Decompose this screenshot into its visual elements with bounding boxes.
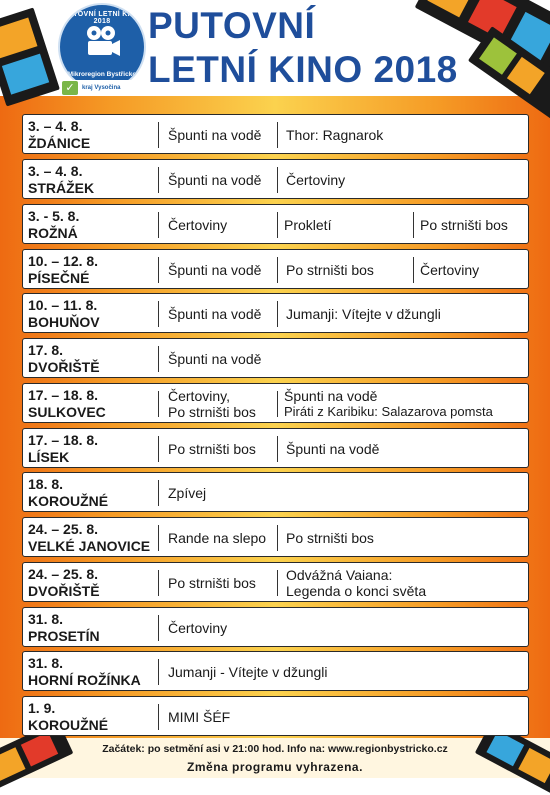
footer-note: Změna programu vyhrazena. — [187, 760, 363, 774]
logo-region: Mikroregion Bystřicko — [60, 71, 144, 81]
film-title: Piráti z Karibiku: Salazarova pomsta — [284, 404, 493, 419]
film-title: Zpívej — [168, 485, 207, 501]
screening-place: PÍSEČNÉ — [28, 270, 90, 286]
film-title: Špunti na vodě — [168, 262, 262, 278]
film-title: Po strništi bos — [286, 530, 374, 546]
film-title: Prokletí — [284, 217, 332, 233]
film-title: Špunti na vodě — [168, 172, 262, 188]
screening-place: BOHUŇOV — [28, 314, 100, 330]
film-title: Špunti na vodě — [286, 441, 380, 457]
film-title: Po strništi bos — [420, 217, 508, 233]
screening-place: LÍSEK — [28, 449, 70, 465]
film-title: Čertoviny — [420, 262, 480, 278]
screening-date: 24. – 25. 8. — [28, 566, 99, 582]
screening-date: 10. – 11. 8. — [28, 297, 98, 313]
screening-date: 3. - 5. 8. — [28, 208, 80, 224]
screening-date: 17. – 18. 8. — [28, 432, 99, 448]
film-title: Legenda o konci světa — [286, 583, 427, 599]
cinema-logo — [58, 3, 146, 91]
screening-date: 1. 9. — [28, 700, 56, 716]
footer-info: Začátek: po setmění asi v 21:00 hod. Info na: www.regionbystricko.cz — [102, 743, 448, 755]
screening-date: 10. – 12. 8. — [28, 253, 99, 269]
film-title: MIMI ŠÉF — [168, 709, 231, 725]
screening-row — [22, 607, 529, 647]
screening-date: 17. – 18. 8. — [28, 387, 99, 403]
screening-row — [22, 562, 529, 602]
film-title: Špunti na vodě — [168, 351, 262, 367]
film-title: Čertoviny — [168, 620, 228, 636]
film-title: Po strništi bos — [168, 404, 256, 420]
film-title: Špunti na vodě — [168, 306, 262, 322]
screening-row — [22, 651, 529, 691]
screening-row — [22, 159, 529, 199]
screening-place: DVOŘIŠTĚ — [28, 583, 100, 599]
film-title: Jumanji - Vítejte v džungli — [168, 664, 328, 680]
page-title-line-1: PUTOVNÍ — [148, 5, 316, 46]
screening-date: 17. 8. — [28, 342, 64, 358]
screening-row — [22, 204, 529, 244]
screening-date: 3. – 4. 8. — [28, 118, 83, 134]
screening-date: 31. 8. — [28, 655, 64, 671]
logo-text: PUTOVNÍ LETNÍ KINO 2018 — [63, 11, 141, 25]
screening-row — [22, 472, 529, 512]
film-title: Po strništi bos — [168, 441, 256, 457]
film-strip-left-decoration — [0, 7, 60, 106]
screening-row — [22, 517, 529, 557]
screening-row — [22, 696, 529, 736]
screening-place: ROŽNÁ — [28, 225, 78, 241]
screening-place: HORNÍ ROŽÍNKA — [28, 672, 141, 688]
film-title: Špunti na vodě — [284, 388, 378, 404]
screening-place: STRÁŽEK — [28, 180, 95, 196]
sponsor-logo — [62, 80, 138, 96]
film-title: Odvážná Vaiana: — [286, 567, 393, 583]
film-title: Čertoviny — [286, 172, 346, 188]
screening-place: DVOŘIŠTĚ — [28, 359, 100, 375]
screening-place: ŽDÁNICE — [28, 135, 91, 151]
screening-place: KOROUŽNÉ — [28, 493, 109, 509]
screening-row — [22, 114, 529, 154]
screening-date: 24. – 25. 8. — [28, 521, 99, 537]
screening-date: 3. – 4. 8. — [28, 163, 83, 179]
film-title: Čertoviny, — [168, 388, 230, 404]
page-title-line-2: LETNÍ KINO 2018 — [148, 49, 458, 90]
film-title: Čertoviny — [168, 217, 228, 233]
screening-date: 18. 8. — [28, 476, 64, 492]
screening-row — [22, 338, 529, 378]
film-title: Thor: Ragnarok — [286, 127, 384, 143]
checkmark-icon: ✓ — [62, 81, 78, 95]
film-title: Jumanji: Vítejte v džungli — [286, 306, 441, 322]
screening-row — [22, 249, 529, 289]
film-title: Po strništi bos — [286, 262, 374, 278]
film-camera-icon — [83, 25, 121, 59]
screening-row — [22, 428, 529, 468]
sponsor-name: kraj Vysočina — [82, 85, 121, 91]
screening-place: KOROUŽNÉ — [28, 717, 109, 733]
screening-place: PROSETÍN — [28, 628, 100, 644]
film-title: Rande na slepo — [168, 530, 267, 546]
film-title: Po strništi bos — [168, 575, 256, 591]
screening-date: 31. 8. — [28, 611, 64, 627]
screening-place: VELKÉ JANOVICE — [28, 538, 151, 554]
page-title — [148, 4, 458, 92]
screening-row — [22, 293, 529, 333]
screening-place: SULKOVEC — [28, 404, 106, 420]
film-title: Špunti na vodě — [168, 127, 262, 143]
screening-row — [22, 383, 529, 423]
